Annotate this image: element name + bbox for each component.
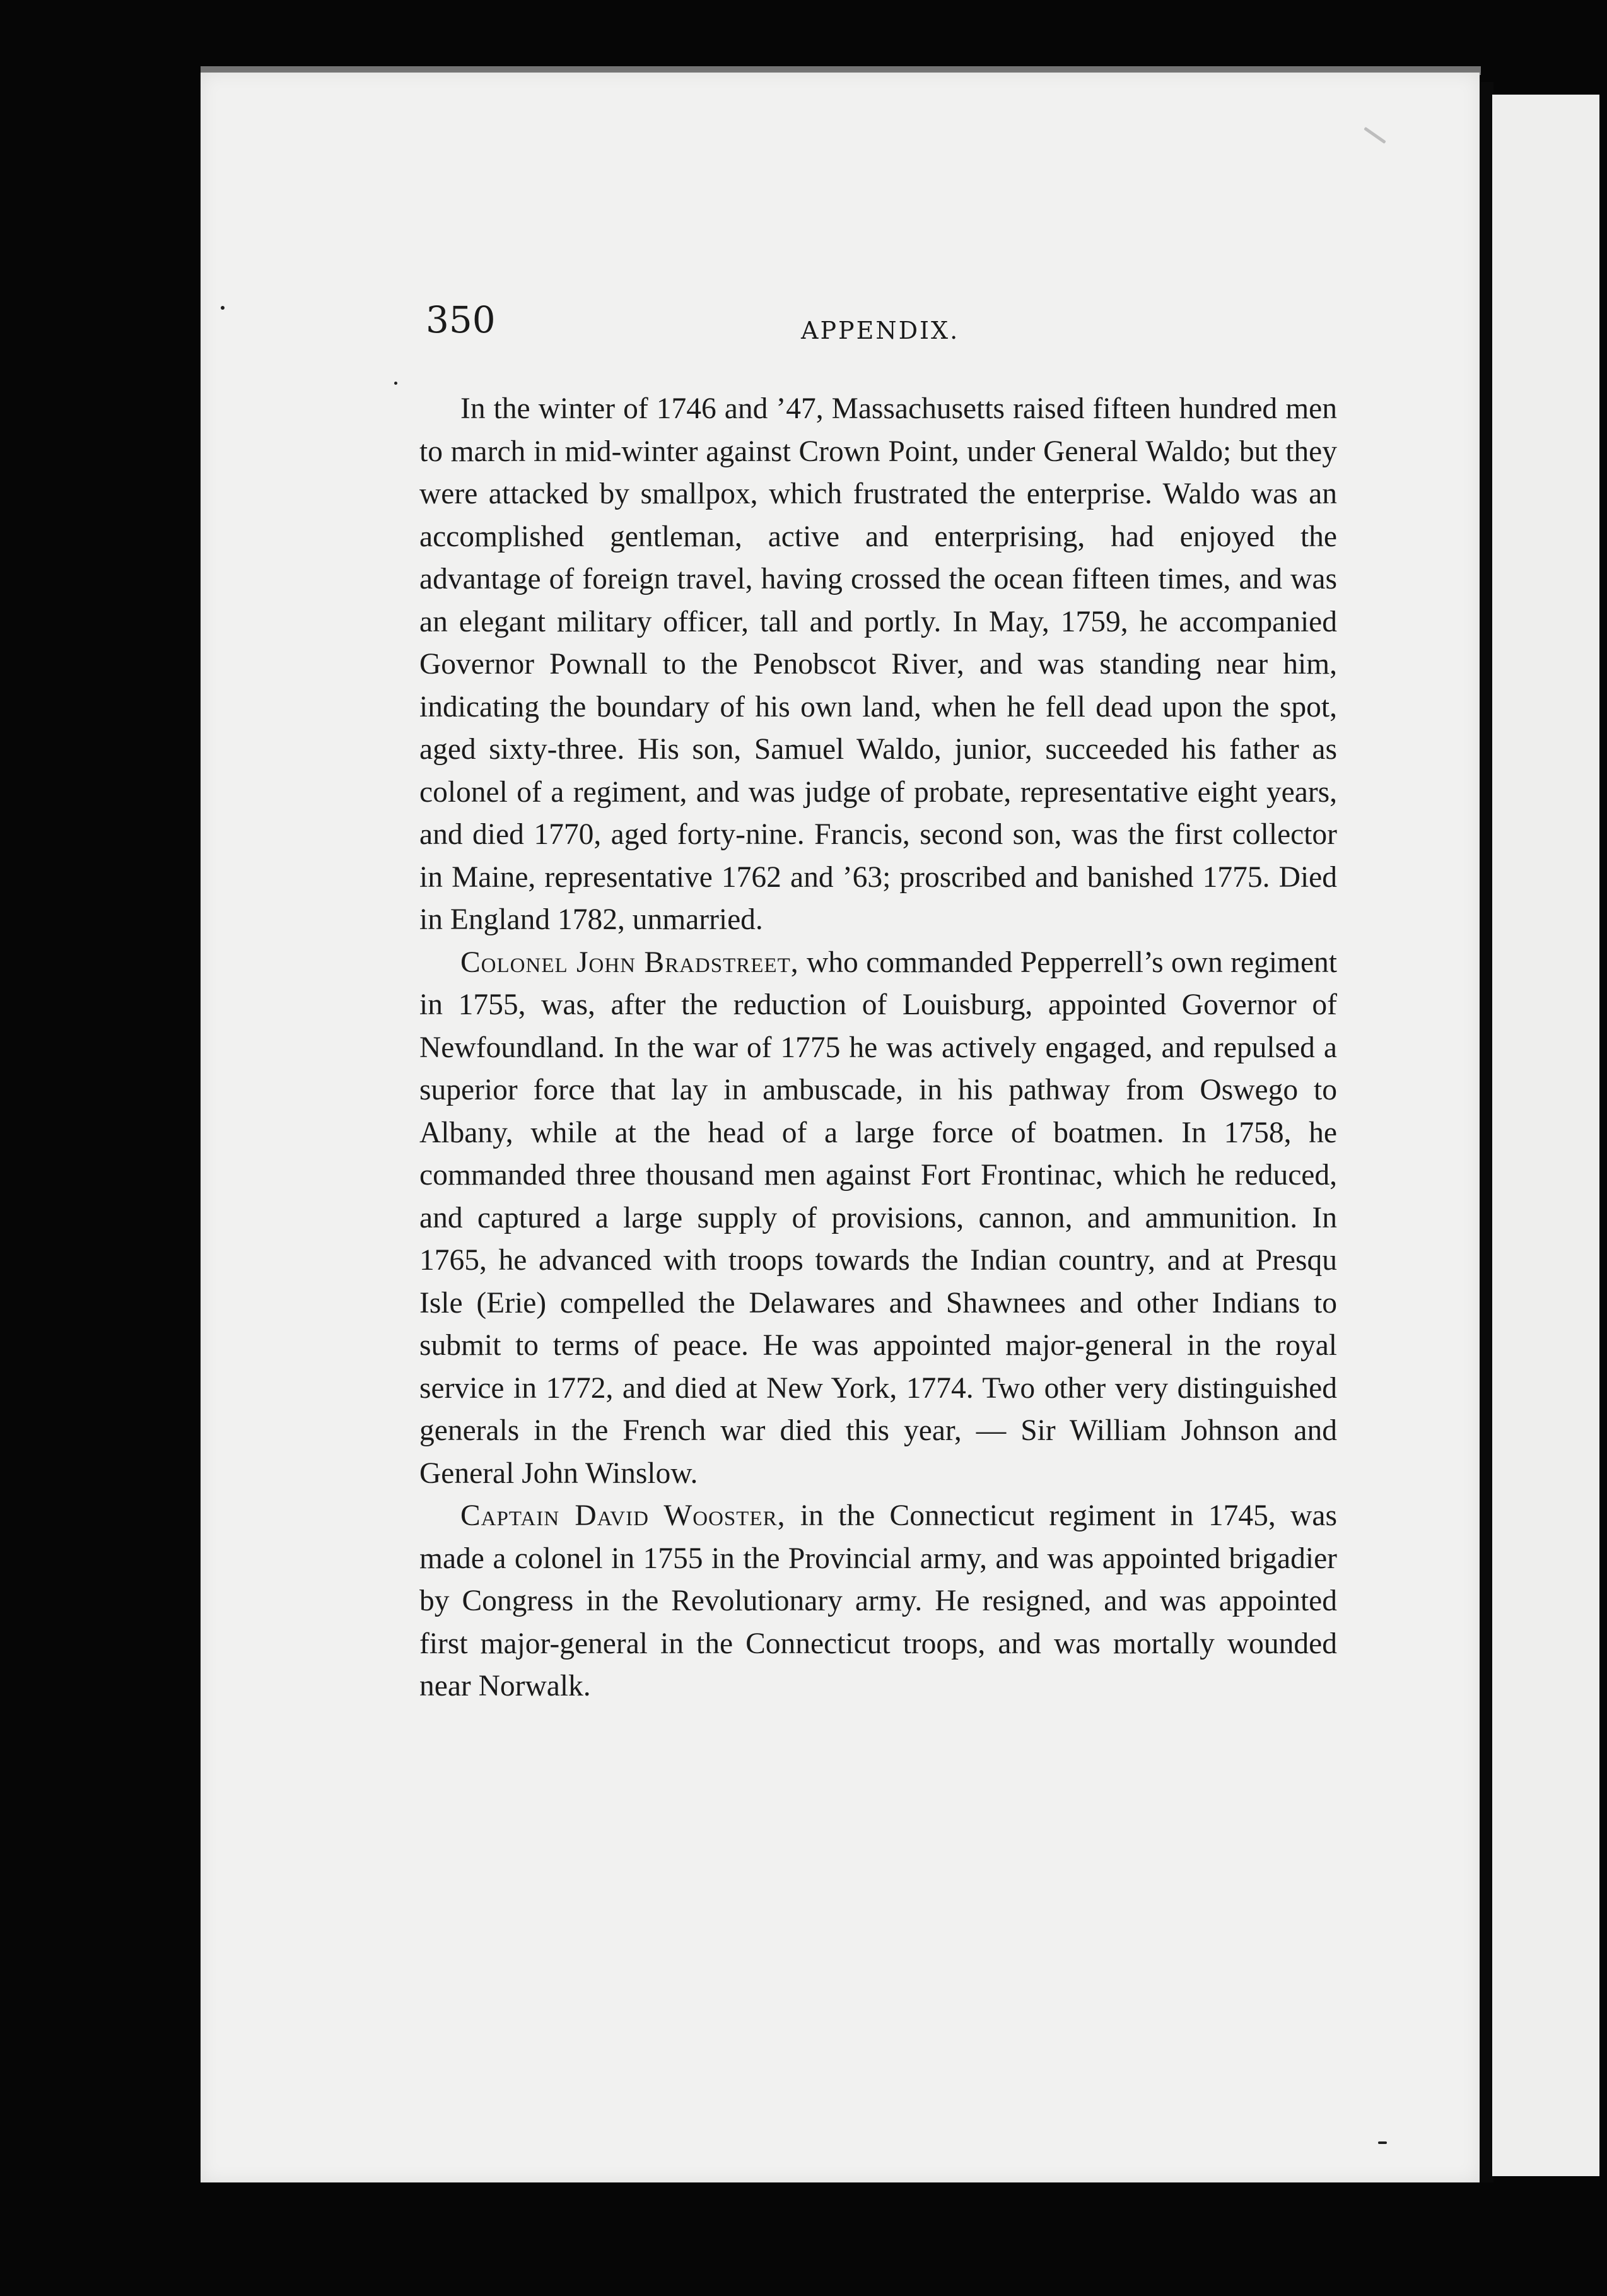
paragraph-text: in the Connecticut regiment in 1745, was made a colonel in 1755 in the Provincial army, and was appointed brigadier by Congress in the Revolutionary army. He resigned, and was appointed first major-general in the Connecticut troops, and was mortally wounded near Norwalk.: [419, 1499, 1338, 1702]
page-number: 350: [426, 298, 496, 341]
paragraph-text: who commanded Pepperrell’s own regiment in 1755, was, after the reduction of Louisburg, appointed Governor of Newfoundland. In the war of 1775 he was actively engaged, and repulsed a superior force that lay in ambuscade, in his pathway from Oswego to Albany, while at the head of a large force of boatmen. In 1758, he commanded three thousand men against Fort Frontinac, which he reduced, and captured a large supply of provisions, cannon, and ammunition. In 1765, he advanced with troops towards the Indian country, and at Presqu Isle (Erie) compelled the Delawares and Shawnees and other Indians to submit to terms of peace. He was appointed major-general in the royal service in 1772, and died at New York, 1774. Two other very distinguished generals in the French war died this year, — Sir William Johnson and General John Winslow.: [419, 946, 1337, 1490]
paragraph: [419, 388, 1337, 942]
running-head: APPENDIX.: [801, 317, 960, 344]
body-text: [419, 388, 1337, 1708]
scan-speck: [1378, 2141, 1387, 2144]
scan-speck: [394, 382, 397, 385]
paragraph: [419, 1495, 1337, 1708]
gutter-shadow: [1480, 82, 1493, 2182]
facing-page-edge: [1492, 95, 1599, 2176]
paragraph: [419, 942, 1337, 1496]
scan-speck: [221, 306, 225, 310]
paragraph-lead: Colonel John Bradstreet,: [460, 946, 799, 979]
paragraph-text: In the winter of 1746 and ’47, Massachusetts raised fifteen hundred men to march in mid-winter against Crown Point, under General Waldo; but they were attacked by smallpox, which frustrated the enterprise. Waldo was an accomplished gentleman, active and enterprising, had enjoyed the advantage of foreign travel, having crossed the ocean fifteen times, and was an elegant military officer, tall and portly. In May, 1759, he accompanied Governor Pownall to the Penobscot River, and was standing near him, indicating the boundary of his own land, when he fell dead upon the spot, aged sixty-three. His son, Samuel Waldo, junior, succeeded his father as colonel of a regiment, and was judge of probate, representative eight years, and died 1770, aged forty-nine. Francis, second son, was the first collector in Maine, representative 1762 and ’63; proscribed and banished 1775. Died in England 1782, unmarried.: [419, 392, 1337, 936]
paragraph-lead: Captain David Wooster,: [460, 1499, 786, 1532]
